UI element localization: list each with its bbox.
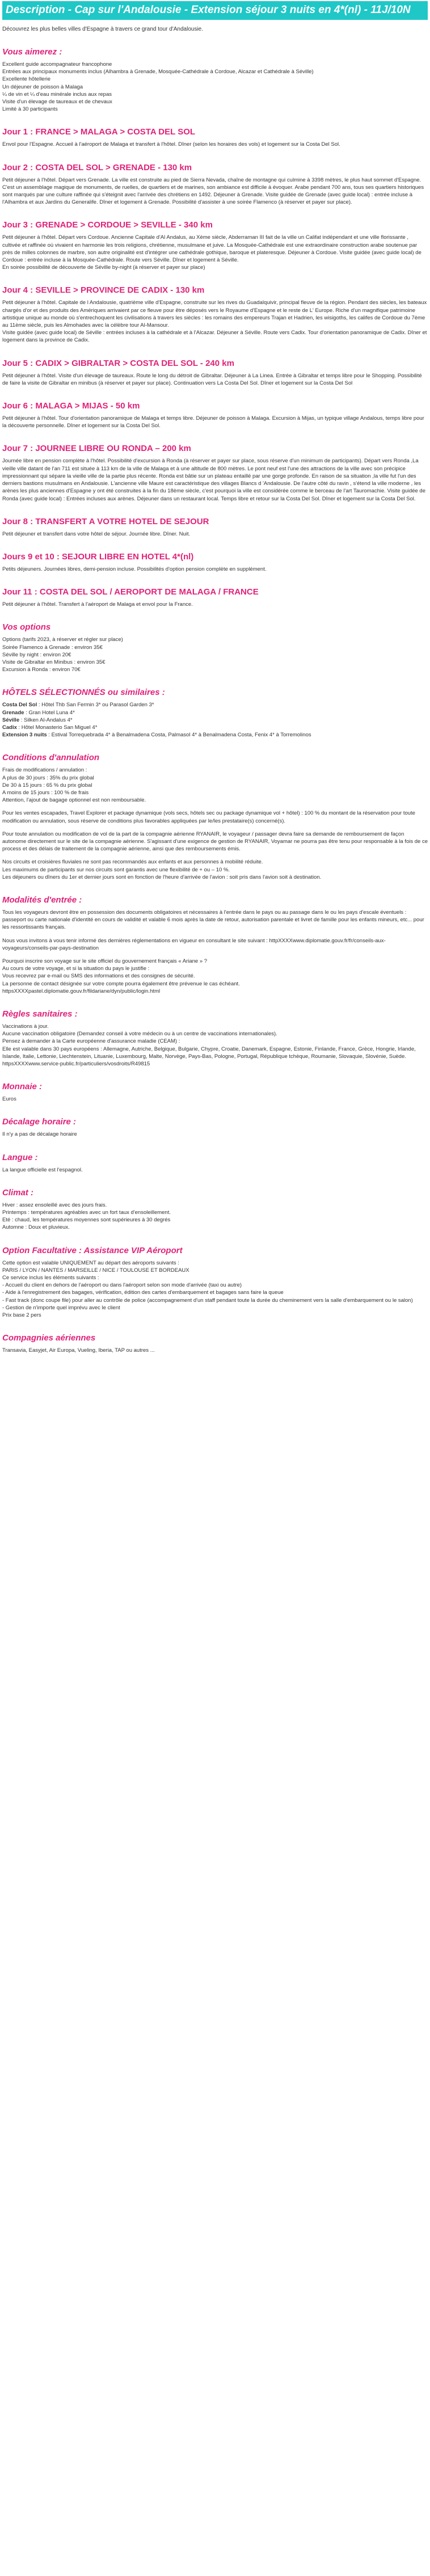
day-text-line: Petits déjeuners. Journées libres, demi-pension incluse. Possibilités d'option pension complète en supplément. — [2, 566, 267, 572]
hotel-name: : Gran Hotel Luna 4* — [24, 709, 75, 716]
hotel-row — [2, 731, 428, 739]
aimerez-item: Excellent guide accompagnateur francophone — [2, 61, 112, 68]
sanitaires-paragraph-line: Elle est valable dans 30 pays européens : Allemagne, Autriche, Belgique, Bulgarie, Chypre, Croatie, Danemark, Espagne, Estonie, Finlande, France, Grèce, Hongrie, Irlande, Islande, Italie, Lettonie, Liechtenstein, Lituanie, Luxembourg, Malte, Norvège, Pays-Bas, Pologne, Portugal, République tchèque, Roumanie, Slovaquie, Slovénie, Suède. — [2, 1045, 416, 1060]
hotel-name: : Silken Al-Andalus 4* — [19, 716, 73, 723]
modalites-paragraph-line: Au cours de votre voyage, et si la situation du pays le justifie : — [2, 966, 150, 972]
sanitaires-text — [2, 1023, 428, 1068]
option-item: Séville by night : environ 20€ — [2, 651, 71, 658]
options-list — [2, 636, 428, 673]
description-content — [0, 26, 430, 1354]
day-text — [2, 601, 428, 608]
hotel-row — [2, 701, 428, 709]
day-text — [2, 530, 428, 538]
day-text — [2, 566, 428, 573]
sanitaires-paragraph-line: Vaccinations à jour. — [2, 1023, 49, 1030]
day-heading: Jour 3 : GRENADE > CORDOUE > SEVILLE - 340 km — [2, 220, 213, 230]
paragraph-gap — [2, 825, 428, 830]
hotel-city: Séville — [2, 716, 20, 723]
climat-line: Eté : chaud, les températures moyennes sont supérieures à 30 degrés — [2, 1217, 171, 1224]
sanitaires-paragraph-line: httpsXXXXwww.service-public.fr/particuliers/vosdroits/R49815 — [2, 1061, 150, 1068]
day-text — [2, 176, 428, 206]
option-item: Soirée Flamenco à Grenade : environ 35€ — [2, 644, 103, 651]
sanitaires-heading: Règles sanitaires : — [2, 1009, 78, 1019]
hotel-row — [2, 709, 428, 716]
aimerez-item: Visite d'un élevage de taureaux et de chevaux — [2, 99, 112, 106]
vip-line: Ce service inclus les éléments suivants : — [2, 1275, 99, 1281]
decalage-text: Il n'y a pas de décalage horaire — [2, 1131, 77, 1138]
annulation-paragraph — [2, 810, 428, 824]
monnaie-text: Euros — [2, 1096, 16, 1103]
title-banner — [2, 1, 428, 20]
day-text-line: En soirée possibilité de découverte de Séville by-night (à réserver et payer sur place) — [2, 264, 205, 271]
option-item: Excursion à Ronda : environ 70€ — [2, 667, 81, 673]
option-item: Options (tarifs 2023, à réserver et régler sur place) — [2, 636, 123, 643]
aimerez-item: Limité à 30 participants — [2, 106, 58, 113]
day-text-line: Petit déjeuner à l'hôtel. Visite d'un élevage de taureaux. Route le long du détroit de Gibraltar. Déjeuner à La Linea. Entrée à Gibraltar et temps libre pour le Shopping. Possibilité de faire la visite de Gibraltar en minibus (à réserver et payer sur place). Continuation vers La Costa Del Sol. Dîner et logement sur la Costa Del Sol — [2, 372, 422, 386]
compagnies-text: Transavia, Easyjet, Air Europa, Vueling, Iberia, TAP ou autres ... — [2, 1347, 155, 1354]
vip-heading: Option Facultative : Assistance VIP Aéroport — [2, 1245, 183, 1255]
sanitaires-paragraph-line: Pensez à demander à la Carte européenne d'assurance maladie (CEAM) : — [2, 1038, 180, 1045]
annulation-paragraph-line: Attention, l'ajout de bagage optionnel est non remboursable. — [2, 797, 146, 804]
annulation-paragraph-line: Frais de modifications / annulation : — [2, 767, 87, 774]
vip-text — [2, 1259, 428, 1319]
modalites-paragraph-line: La personne de contact désignée sur votre compte pourra également être prévenue le cas échéant. — [2, 980, 240, 987]
day-text-line: Petit déjeuner à l'hôtel. Capitale de l Andalousie, quatrième ville d'Espagne, construite sur les rives du Guadalquivir, principal fleuve de la région. Pendant des siècles, les bateaux chargés d'or et des produits des Amériques arrivaient par ce fleuve pour être déposés vers le Royaume d'Espagne et le reste de L' Europe. Riche d'un magnifique patrimoine artistique unique au monde où s'entrechoquent les civilisations à travers les siècles : les romains des empereurs Trajan et Hadrien, les wisigoths, les califes de Cordoue du 7ème au 11ème siècle, puis les Almohades avec la célèbre tour Al-Mansour. — [2, 300, 427, 329]
hotel-row — [2, 724, 428, 731]
paragraph-gap — [2, 804, 428, 810]
aimerez-item: ¼ de vin et ¼ d'eau minérale inclus aux repas — [2, 91, 112, 98]
day-heading: Jour 2 : COSTA DEL SOL > GRENADE - 130 km — [2, 162, 192, 172]
modalites-paragraph-line: Pourquoi inscrire son voyage sur le site officiel du gouvernement français « Ariane » ? — [2, 958, 208, 964]
aimerez-heading: Vous aimerez : — [2, 47, 62, 57]
climat-text — [2, 1201, 428, 1232]
paragraph-gap — [2, 931, 428, 937]
langue-heading: Langue : — [2, 1152, 38, 1162]
aimerez-item: Un déjeuner de poisson à Malaga — [2, 83, 83, 90]
paragraph-gap — [2, 853, 428, 858]
compagnies-heading: Compagnies aériennes — [2, 1333, 96, 1343]
options-heading: Vos options — [2, 622, 51, 633]
vip-line: Cette option est valable UNIQUEMENT au départ des aéroports suivants : — [2, 1259, 179, 1266]
annulation-paragraph — [2, 858, 428, 881]
day-heading: Jour 6 : MALAGA > MIJAS - 50 km — [2, 401, 140, 411]
day-text — [2, 141, 428, 148]
climat-line: Hiver : assez ensoleillé avec des jours frais. — [2, 1201, 107, 1208]
day-text — [2, 457, 428, 502]
day-text-line: Petit déjeuner à l'hôtel. Départ vers Cordoue. Ancienne Capitale d'Al Andalus, au Xème siècle, Abderraman III fait de la ville un Califat indépendant et une ville florissante , cultivée et raffinée où vivaient en harmonie les trois religions, chrétienne, musulmane et juive. La Mosquée-Cathédrale est une extraordinaire construction arabe soutenue par près de milles colonnes de marbre, son autre originalité est d'intégrer une cathédrale gothique, baroque et plateresque. Déjeuner à Cordoue. Visite guidée (avec guide local) de Cordoue : entrée incluse à la Mosquée-Cathédrale. Route vers Séville. Dîner et logement à Séville. — [2, 234, 421, 264]
vip-line: - Accueil du client en dehors de l'aéroport ou dans l'aéroport selon son mode d'arrivée (taxi ou autre) — [2, 1282, 242, 1289]
aimerez-list — [2, 61, 428, 113]
day-heading: Jour 5 : CADIX > GIBRALTAR > COSTA DEL SOL - 240 km — [2, 358, 234, 368]
decalage-heading: Décalage horaire : — [2, 1117, 77, 1127]
modalites-text — [2, 909, 428, 995]
modalites-paragraph — [2, 909, 428, 931]
hotel-name: : Estival Torrequebrada 4* à Benalmadena Costa, Palmasol 4* à Benalmadena Costa, Fenix 4* à Torremolinos — [47, 732, 311, 739]
vip-line: - Fast track (donc coupe file) pour aller au contrôle de police (accompagnement d'un staff pendant toute la durée du cheminement vers la salle d'embarquement ou le salon) — [2, 1297, 413, 1304]
annulation-paragraph-line: Pour toute annulation ou modification de vol de la part de la compagnie aérienne RYANAIR, le voyageur / passager devra faire sa demande de remboursement de façon autonome directement sur le site de la compagnie aérienne. S'agissant d'une exigence de gestion de RYANAIR, Voyamar ne pourra pas être tenu pour responsable à la fois de ce process et des délais de traitement de la compagnie aérienne, ainsi que des remboursements émis. — [2, 830, 428, 853]
annulation-paragraph-line: Nos circuits et croisières fluviales ne sont pas recommandés aux enfants et aux personnes à mobilité réduite. — [2, 859, 263, 866]
annulation-paragraph-line: De 30 à 15 jours : 65 % du prix global — [2, 782, 92, 789]
day-heading: Jour 11 : COSTA DEL SOL / AEROPORT DE MALAGA / FRANCE — [2, 587, 259, 597]
annulation-paragraph-line: Pour les ventes escapades, Travel Explorer et package dynamique (vols secs, hôtels sec ou package dynamique vol + hôtel) : 100 % du montant de la réservation pour toute modification ou annulation, sous réserve de conditions plus favorables appliquées par le/les prestataire(s) concerné(s). — [2, 810, 415, 824]
sanitaires-paragraph — [2, 1023, 428, 1068]
aimerez-item: Entrées aux principaux monuments inclus (Alhambra à Grenade, Mosquée-Cathédrale à Cordoue, Alcazar et Cathédrale à Séville) — [2, 69, 314, 75]
modalites-paragraph-line: httpsXXXXpastel.diplomatie.gouv.fr/fildariane/dyn/public/login.html — [2, 988, 161, 994]
intro-text: Découvrez les plus belles villes d'Espagne à travers ce grand tour d'Andalousie. — [2, 26, 204, 32]
day-text-line: Petit déjeuner et transfert dans votre hôtel de séjour. Journée libre. Dîner. Nuit. — [2, 530, 191, 537]
annulation-heading: Conditions d'annulation — [2, 753, 100, 763]
hotels-heading: HÔTELS SÉLECTIONNÉS ou similaires : — [2, 688, 165, 698]
option-item: Visite de Gibraltar en Minibus : environ 35€ — [2, 659, 106, 665]
day-text — [2, 415, 428, 429]
annulation-paragraph-line: A plus de 30 jours : 35% du prix global — [2, 774, 94, 781]
itinerary — [2, 127, 428, 608]
vip-line: - Gestion de n'importe quel imprévu avec le client — [2, 1304, 120, 1311]
aimerez-item: Excellente hôtellerie — [2, 76, 51, 83]
paragraph-gap — [2, 952, 428, 958]
day-text-line: Journée libre en pension complète à l'hôtel. Possibilité d'excursion à Ronda (à réserver et payer sur place, sous réserve d'un minimum de participants). Départ vers Ronda ,La vieille ville datant de l'an 711 est située à 113 km de la ville de Malaga et à une altitude de 800 mètres. Le pont neuf est l'une des attractions de la ville avec son précipice impressionnant qui sépare la vieille ville de la partie plus récente. Ronda est bâtie sur un plateau entaillé par une gorge profonde. En raison de sa situation ,la ville fut l'un des derniers bastions musulmans en Andalousie. L'ancienne ville Maure est caractéristique des villages Blancs d 'Andalousie. De l'autre côté du ravin , s'étend la ville moderne , les arènes les plus anciennes d'Espagne y ont été construites à la fin du 18ème siècle, c'est pourquoi la ville est considérée comme le berceau de l'art Tauromachie. Visite guidée de Ronda (avec guide local) : Entrées incluses aux arènes. Déjeuner dans un restaurant local. Temps libre et retour sur la Costa Del Sol. Dîner et logement sur la Costa Del Sol. — [2, 458, 426, 502]
day-text-line: Petit déjeuner à l'hôtel. Départ vers Grenade. La ville est construite au pied de Sierra Nevada, chaîne de montagne qui culmine à 3398 mètres, le plus haut sommet d'Espagne. C'est un assemblage magique de monuments, de ruelles, de quartiers et de marines, son ambiance est difficile à évoquer. Arabe pendant 700 ans, tous ses quartiers historiques sont marqués par une culture raffinée qui s'éteignit avec l'arrivée des chrétiens en 1492. Déjeuner à Grenade. Visite guidée de Grenade (avec guide local) : entrée incluse à l'Alhambra et aux Jardins du Generalife. Dîner et logement à Grenade. Possibilité d'assister à une soirée Flamenco (à réserver et payer sur place). — [2, 176, 424, 206]
day-heading: Jour 4 : SEVILLE > PROVINCE DE CADIX - 130 km — [2, 285, 205, 296]
day-text — [2, 234, 428, 271]
day-text-line: Petit déjeuner à l'hôtel. Tour d'orientation panoramique de Malaga et temps libre. Déjeuner de poisson à Malaga. Excursion à Mijas, un typique village Andalous, temps libre pour la découverte personnelle. Dîner et logement sur la Costa Del Sol. — [2, 415, 424, 429]
page-title: Description - Cap sur l'Andalousie - Extension séjour 3 nuits en 4*(nl) - 11J/10N — [6, 4, 411, 16]
day-heading: Jours 9 et 10 : SEJOUR LIBRE EN HOTEL 4*(nl) — [2, 551, 194, 562]
vip-line: PARIS / LYON / NANTES / MARSEILLE / NICE / TOULOUSE ET BORDEAUX — [2, 1267, 189, 1274]
day-text-line: Envol pour l'Espagne. Accueil à l'aéroport de Malaga et transfert à l'hôtel. Dîner (selon les horaires des vols) et logement sur la Costa Del Sol. — [2, 141, 340, 148]
annulation-paragraph-line: A moins de 15 jours : 100 % de frais — [2, 789, 89, 796]
annulation-paragraph-line: Les maximums de participants sur nos circuits sont garantis avec une flexibilité de + ou – 10 %. — [2, 866, 230, 873]
annulation-paragraph — [2, 766, 428, 804]
day-text-line: Visite guidée (avec guide local) de Séville : entrées incluses à la cathédrale et à l'Alcazar. Déjeuner à Séville. Route vers Cadix. Tour d'orientation panoramique de Cadix. Dîner et logement dans la province de Cadix. — [2, 330, 427, 344]
annulation-text — [2, 766, 428, 881]
modalites-paragraph — [2, 958, 428, 995]
climat-heading: Climat : — [2, 1187, 34, 1198]
climat-line: Automne : Doux et pluvieux. — [2, 1224, 70, 1231]
langue-text: La langue officielle est l'espagnol. — [2, 1166, 83, 1173]
modalites-paragraph-line: Vous recevrez par e-mail ou SMS des informations et des consignes de sécurité. — [2, 973, 195, 980]
monnaie-heading: Monnaie : — [2, 1082, 42, 1092]
sanitaires-paragraph-line: Aucune vaccination obligatoire (Demandez conseil à votre médecin ou à un centre de vaccinations internationales). — [2, 1031, 277, 1038]
modalites-paragraph-line: Tous les voyageurs devront être en possession des documents obligatoires et nécessaires à l'entrée dans le pays ou au passage dans le ou les pays d'escale éventuels : passeport ou carte nationale d'identité en cours de validité et valable 6 mois après la date de retour, autorisation parentale et livret de famille pour les enfants mineurs, etc... pour les ressortissants français. — [2, 909, 424, 931]
hotel-name: : Hôtel Thb San Fermin 3* ou Parasol Garden 3* — [37, 702, 154, 709]
vip-line: Prix base 2 pers — [2, 1312, 41, 1319]
vip-line: - Aide à l'enregistrement des bagages, vérification, édition des cartes d'embarquement et bagages sans faire la queue — [2, 1289, 284, 1296]
hotels-list — [2, 701, 428, 739]
modalites-heading: Modalités d'entrée : — [2, 895, 82, 905]
day-text — [2, 372, 428, 387]
day-text — [2, 299, 428, 344]
hotel-city: Cadix — [2, 724, 17, 731]
hotel-city: Extension 3 nuits — [2, 732, 47, 739]
day-text-line: Petit déjeuner à l'hôtel. Transfert à l'aéroport de Malaga et envol pour la France. — [2, 601, 193, 608]
day-heading: Jour 8 : TRANSFERT A VOTRE HOTEL DE SEJOUR — [2, 516, 209, 526]
modalites-paragraph — [2, 937, 428, 952]
day-heading: Jour 1 : FRANCE > MALAGA > COSTA DEL SOL — [2, 127, 196, 137]
hotel-city: Costa Del Sol — [2, 702, 37, 709]
annulation-paragraph — [2, 830, 428, 853]
climat-line: Printemps : températures agréables avec un fort taux d'ensoleillement. — [2, 1209, 171, 1216]
modalites-paragraph-line: Nous vous invitons à vous tenir informé des dernières réglementations en vigueur en consultant le site suivant : httpXXXXwww.diplomatie.gouv.fr/fr/conseils-aux-voyageurs/conseils-par-pays-destination — [2, 937, 386, 951]
hotel-name: : Hôtel Monasterio San Miguel 4* — [16, 724, 98, 731]
hotel-row — [2, 716, 428, 724]
annulation-paragraph-line: Les déjeuners ou dîners du 1er et dernier jours sont en fonction de l'heure d'arrivée de l'avion : soit pris dans l'avion soit à destination. — [2, 874, 322, 880]
day-heading: Jour 7 : JOURNEE LIBRE OU RONDA – 200 km — [2, 444, 191, 454]
hotel-city: Grenade — [2, 709, 24, 716]
